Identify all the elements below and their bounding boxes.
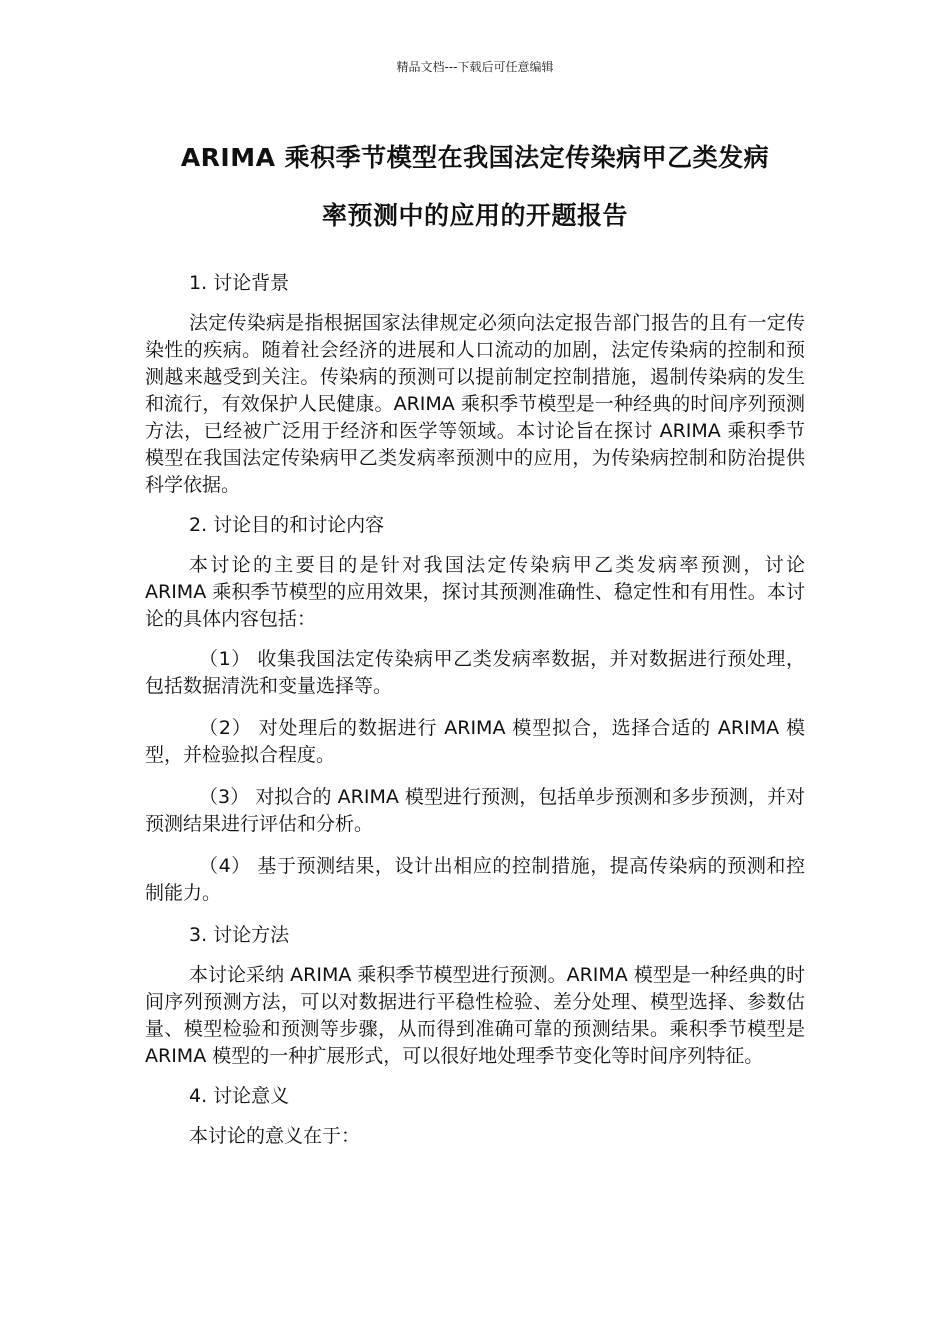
section-heading-background: 1. 讨论背景 — [189, 272, 290, 294]
document-title-line-1: ARIMA 乘积季节模型在我国法定传染病甲乙类发病 — [180, 143, 770, 172]
list-item: （3） 对拟合的 ARIMA 模型进行预测，包括单步预测和多步预测，并对预测结果进行评估和分析。 — [145, 786, 805, 835]
section-paragraph-objectives: 本讨论的主要目的是针对我国法定传染病甲乙类发病率预测，讨论 ARIMA 乘积季节模型的应用效果，探讨其预测准确性、稳定性和有用性。本讨论的具体内容包括： — [145, 554, 805, 630]
section-heading-objectives: 2. 讨论目的和讨论内容 — [189, 514, 385, 536]
section-paragraph-background: 法定传染病是指根据国家法律规定必须向法定报告部门报告的且有一定传染性的疾病。随着社会经济的进展和人口流动的加剧，法定传染病的控制和预测越来越受到关注。传染病的预测可以提前制定控制措施，遏制传染病的发生和流行，有效保护人民健康。ARIMA 乘积季节模型是一种经典的时间序列预测方法，已经被广泛用于经济和医学等领域。本讨论旨在探讨 ARIMA 乘积季节模型在我国法定传染病甲乙类发病率预测中的应用，为传染病控制和防治提供科学依据。 — [145, 312, 805, 496]
section-heading-significance: 4. 讨论意义 — [189, 1085, 290, 1107]
section-paragraph-methods: 本讨论采纳 ARIMA 乘积季节模型进行预测。ARIMA 模型是一种经典的时间序列预测方法，可以对数据进行平稳性检验、差分处理、模型选择、参数估量、模型检验和预测等步骤，从而得到准确可靠的预测结果。乘积季节模型是 ARIMA 模型的一种扩展形式，可以很好地处理季节变化等时间序列特征。 — [145, 964, 805, 1067]
list-item: （2） 对处理后的数据进行 ARIMA 模型拟合，选择合适的 ARIMA 模型，并检验拟合程度。 — [145, 717, 805, 766]
section-paragraph-significance: 本讨论的意义在于： — [189, 1125, 361, 1147]
page-header-note: 精品文档---下载后可任意编辑 — [396, 60, 554, 74]
document-body — [145, 270, 805, 1163]
document-title-line-2: 率预测中的应用的开题报告 — [321, 201, 628, 230]
section-heading-methods: 3. 讨论方法 — [189, 924, 290, 946]
list-item: （4） 基于预测结果，设计出相应的控制措施，提高传染病的预测和控制能力。 — [145, 855, 805, 904]
list-item: （1） 收集我国法定传染病甲乙类发病率数据，并对数据进行预处理，包括数据清洗和变量选择等。 — [145, 648, 805, 697]
